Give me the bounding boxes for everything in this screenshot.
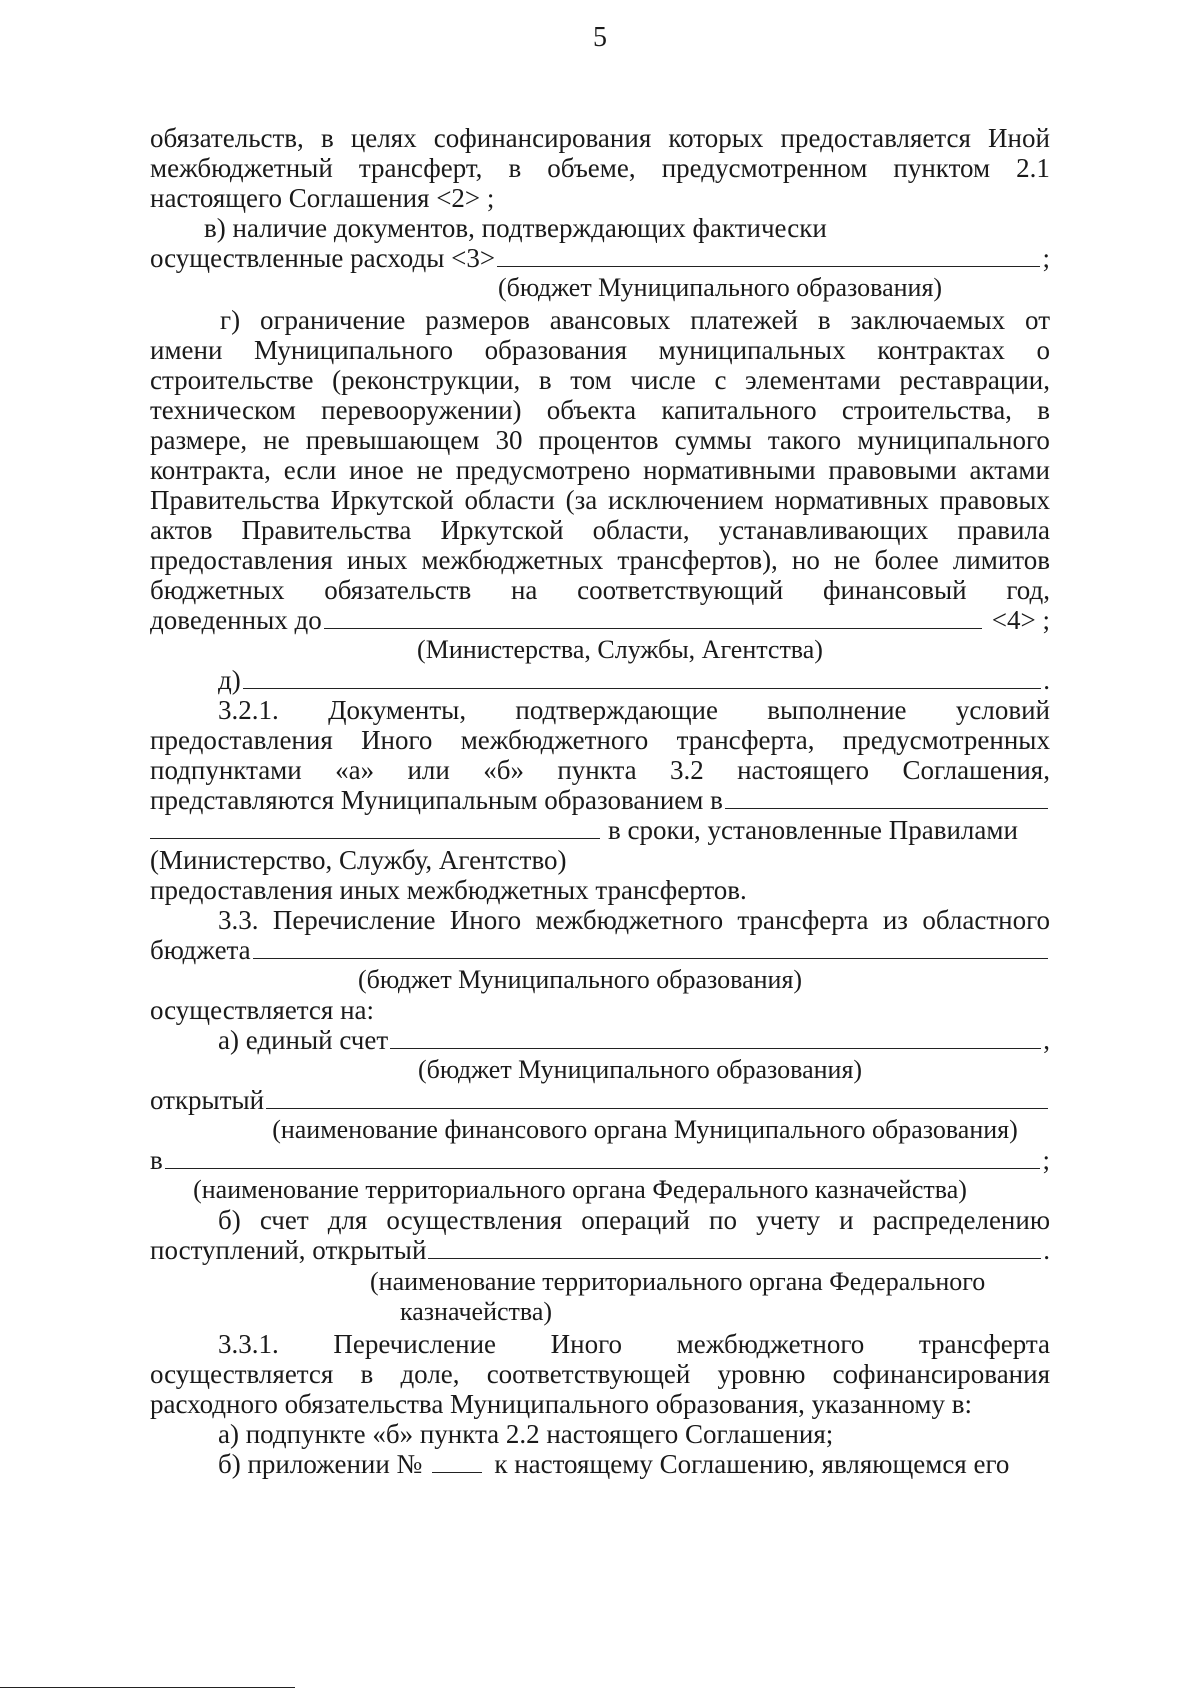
text-line: в) наличие документов, подтверждающих фактически: [204, 213, 827, 243]
blank-line-row: [150, 814, 1050, 846]
blank-line-row: [150, 934, 1050, 966]
footnote-ref: <4> ;: [991, 605, 1050, 635]
text-line: предоставления иных межбюджетных трансфертов.: [150, 875, 747, 905]
text-line: имени Муниципального образования муниципальных контрактах о: [150, 335, 1050, 365]
field-caption: (бюджет Муниципального образования): [417, 1055, 863, 1084]
field-caption: (Министерства, Службы, Агентства): [417, 635, 823, 664]
blank-field: [432, 1448, 482, 1473]
text-line: Правительства Иркутской области (за исключением нормативных правовых: [150, 485, 1050, 515]
text-line: представляются Муниципальным образованием в: [150, 785, 723, 815]
text-line: д): [218, 665, 241, 695]
blank-field: [324, 604, 982, 629]
text-line: размере, не превышающем 30 процентов суммы такого муниципального: [150, 425, 1050, 455]
punctuation: ;: [1042, 243, 1050, 273]
field-caption: (бюджет Муниципального образования): [357, 965, 803, 994]
blank-field: [497, 242, 1040, 267]
field-caption: казначейства): [400, 1297, 553, 1326]
text-line: г) ограничение размеров авансовых платежей в заключаемых от: [220, 305, 1050, 335]
blank-field: [390, 1024, 1041, 1049]
text-line: предоставления Иного межбюджетного трансферта, предусмотренных: [150, 725, 1050, 755]
field-caption: (Министерство, Службу, Агентство): [150, 845, 567, 875]
text-line: а) единый счет: [218, 1025, 389, 1055]
punctuation: ,: [1043, 1025, 1050, 1055]
text-line: межбюджетный трансферт, в объеме, предусмотренном пунктом 2.1: [150, 153, 1050, 183]
blank-line-row: [150, 604, 1050, 636]
text-line: б) счет для осуществления операций по учету и распределению: [218, 1205, 1050, 1235]
text-line: в сроки, установленные Правилами: [608, 815, 1018, 845]
page-number: 5: [593, 22, 607, 53]
blank-field: [165, 1144, 1041, 1169]
text-line: осуществляется в доле, соответствующей уровню софинансирования: [150, 1359, 1050, 1389]
blank-line-row: [150, 784, 1050, 816]
text-line: доведенных до: [150, 605, 322, 635]
text-line: бюджетных обязательств на соответствующий финансовый год,: [150, 575, 1050, 605]
text-line: бюджета: [150, 935, 251, 965]
text-line: осуществленные расходы <3>: [150, 243, 496, 273]
text-line: контракта, если иное не предусмотрено нормативными правовыми актами: [150, 455, 1050, 485]
text-line: к настоящему Соглашению, являющемся его: [494, 1449, 1010, 1479]
blank-line-row: [150, 1234, 1050, 1266]
punctuation: .: [1043, 665, 1050, 695]
text-line: поступлений, открытый: [150, 1235, 427, 1265]
blank-field: [266, 1084, 1048, 1109]
blank-field: [725, 784, 1048, 809]
blank-line-row: [218, 664, 1050, 696]
field-caption: (наименование финансового органа Муниципального образования): [272, 1115, 1018, 1144]
text-line: 3.3.1. Перечисление Иного межбюджетного трансферта: [218, 1329, 1050, 1359]
text-line: в: [150, 1145, 163, 1175]
field-caption: (бюджет Муниципального образования): [497, 273, 943, 302]
text-line: осуществляется на:: [150, 995, 375, 1025]
blank-line-row: [150, 242, 1050, 274]
text-line: расходного обязательства Муниципального образования, указанному в:: [150, 1389, 972, 1419]
blank-line-row: [150, 1084, 1050, 1116]
field-caption: (наименование территориального органа Федерального: [370, 1267, 986, 1296]
text-line: открытый: [150, 1085, 265, 1115]
text-line: подпунктами «а» или «б» пункта 3.2 настоящего Соглашения,: [150, 755, 1050, 785]
footnote-separator: [0, 1687, 295, 1688]
text-line: настоящего Соглашения <2> ;: [150, 183, 495, 213]
text-line: актов Правительства Иркутской области, устанавливающих правила: [150, 515, 1050, 545]
text-line: а) подпункте «б» пункта 2.2 настоящего Соглашения;: [218, 1419, 834, 1449]
text-line: 3.2.1. Документы, подтверждающие выполнение условий: [218, 695, 1050, 725]
punctuation: .: [1043, 1235, 1050, 1265]
field-caption: (наименование территориального органа Федерального казначейства): [193, 1175, 967, 1204]
text-line: б) приложении №: [218, 1449, 423, 1479]
punctuation: ;: [1042, 1145, 1050, 1175]
blank-line-row: [150, 1144, 1050, 1176]
text-line: 3.3. Перечисление Иного межбюджетного трансферта из областного: [218, 905, 1050, 935]
blank-line-row: [218, 1024, 1050, 1056]
blank-line-row: [218, 1448, 1050, 1480]
text-line: строительстве (реконструкции, в том числе с элементами реставрации,: [150, 365, 1050, 395]
text-line: техническом перевооружении) объекта капитального строительства, в: [150, 395, 1050, 425]
blank-field: [243, 664, 1042, 689]
blank-field: [150, 814, 600, 839]
text-line: предоставления иных межбюджетных трансфертов), но не более лимитов: [150, 545, 1050, 575]
text-line: обязательств, в целях софинансирования которых предоставляется Иной: [150, 123, 1050, 153]
blank-field: [428, 1234, 1041, 1259]
blank-field: [253, 934, 1048, 959]
